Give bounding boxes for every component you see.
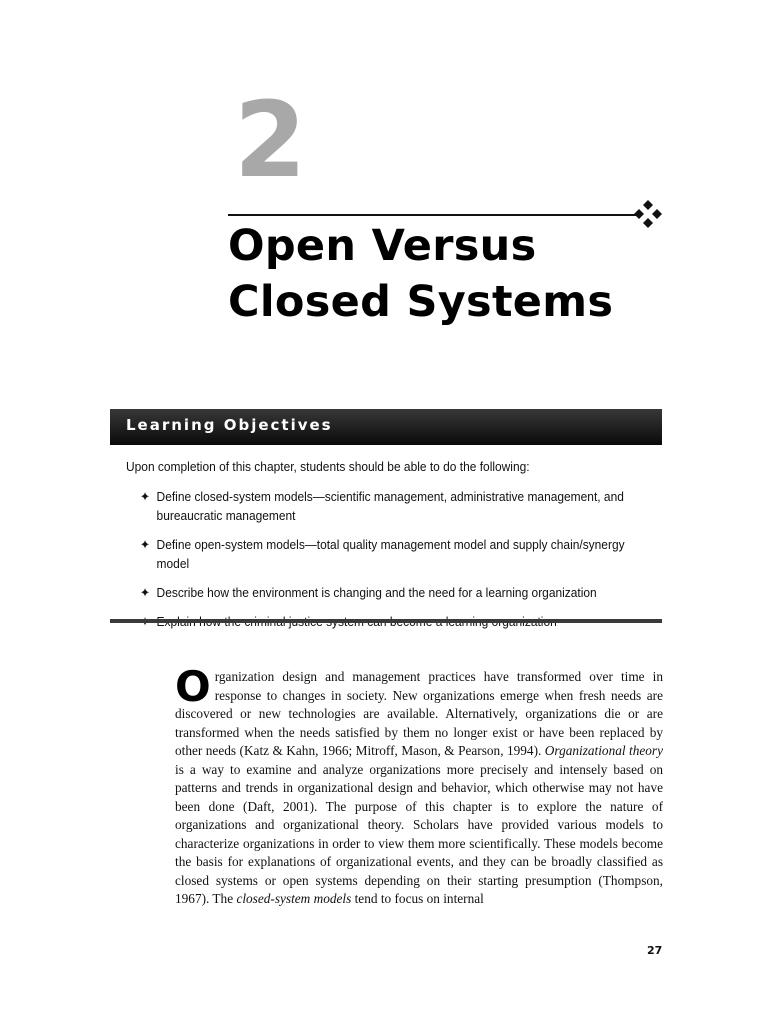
term-organizational-theory: Organizational theory — [544, 743, 663, 758]
objectives-bottom-rule — [110, 619, 662, 623]
objective-item — [140, 535, 637, 573]
body-text-segment: is a way to examine and analyze organizations more precisely and intensely based on patterns and trends in organizational design and behavior, which otherwise may not have been done (Daft, 2001). The purpose of this chapter is to explore the nature of organizations and organizational theory. Scholars have provided various models to characterize organizations in order to view them more scientifically. These models become the basis for explanations of organizational events, and they can be broadly classified as closed systems or open systems depending on their starting presumption (Thompson, 1967). The — [175, 761, 663, 906]
body-paragraph — [175, 662, 663, 909]
star-bullet-icon: ✦ — [140, 489, 151, 504]
chapter-title — [228, 218, 613, 330]
page-number: 27 — [647, 944, 663, 957]
title-rule — [228, 214, 636, 216]
learning-objectives-banner — [110, 409, 662, 445]
objectives-list — [140, 487, 680, 641]
learning-objectives-heading: Learning Objectives — [126, 416, 333, 434]
star-bullet-icon: ✦ — [140, 585, 151, 600]
term-closed-system-models: closed-system models — [236, 891, 352, 906]
objective-text: Define closed-system models—scientific management, administrative management, and bureaucratic management — [156, 489, 624, 523]
objective-text: Describe how the environment is changing and the need for a learning organization — [156, 585, 597, 600]
star-bullet-icon: ✦ — [140, 537, 151, 552]
diamond-ornament-icon — [633, 199, 663, 229]
chapter-number: 2 — [234, 79, 303, 201]
objective-text: Define open-system models—total quality management model and supply chain/synergy model — [156, 537, 625, 571]
chapter-title-line-2: Closed Systems — [228, 277, 614, 327]
objective-item — [140, 487, 637, 525]
body-text-segment: rganization design and management practices have transformed over time in response to changes in society. New organizations emerge when fresh needs are discovered or new technologies are available. Alternatively, organizations die or are transformed when the needs satisfied by them no longer exist or have been replaced by other needs (Katz & Kahn, 1966; Mitroff, Mason, & Pearson, 1994). — [175, 669, 663, 758]
body-text-segment: tend to focus on internal — [351, 891, 484, 906]
chapter-title-line-1: Open Versus — [228, 221, 537, 271]
objectives-intro: Upon completion of this chapter, students should be able to do the following: — [126, 459, 530, 474]
objective-item — [140, 583, 637, 602]
drop-cap: O — [175, 662, 211, 711]
